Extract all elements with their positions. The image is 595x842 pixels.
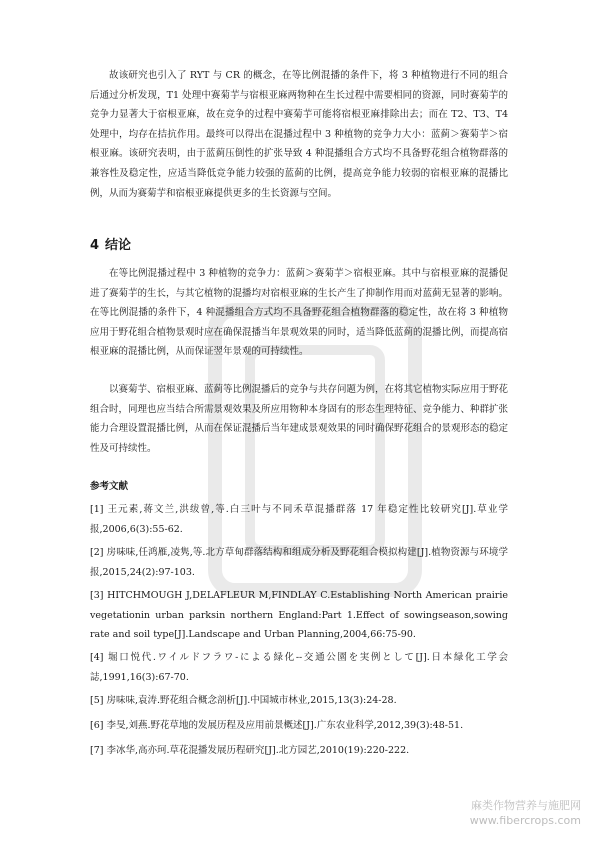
reference-item: [6] 李旻,刘燕.野花草地的发展历程及应用前景概述[J].广东农业科学,2012,39(3):48-51. [90,720,464,731]
reference-item: [7] 李冰华,高亦珂.草花混播发展历程研究[J].北方园艺,2010(19):220-222. [90,745,410,756]
section-number: 4 [90,238,100,253]
reference-item: [3] HITCHMOUGH J,DELAFLEUR M,FINDLAY C.Establishing North American prairie vegetationin urban parksin northern England:Part 1.Effect of sowingseason,sowing rate and soil type[J].Landscape and Urban Planning,2004,66:75-90. [90,590,508,641]
site-watermark [470,798,581,828]
paragraph-conclusion-1: 在等比例混播过程中 3 种植物的竞争力：蓝蓟＞赛菊芋＞宿根亚麻。其中与宿根亚麻的混播促进了赛菊芋的生长，与其它植物的混播均对宿根亚麻的生长产生了抑制作用而对蓝蓟无显著的影响。在等比例混播的条件下，4 种混播组合方式均不具备野花组合植物群落的稳定性，故在将 3 种植物应用于野花组合植物景观时应在确保混播当年景观效果的同时，适当降低蓝蓟的混播比例，而提高宿根亚麻的混播比例，从而保证翌年景观的可持续性。 [90,268,509,358]
reference-item: [5] 房味味,袁涛.野花组合概念剖析[J].中国城市林业,2015,13(3):24-28. [90,695,397,706]
watermark-site-name: 麻类作物营养与施肥网 [471,799,581,812]
references-heading: 参考文献 [90,481,129,492]
section-title: 结论 [105,238,132,253]
reference-item: [1] 王元素,蒋文兰,洪绂曾,等.白三叶与不同禾草混播群落 17 年稳定性比较研究[J].草业学报,2006,6(3):55-62. [90,504,508,535]
reference-item: [2] 房味味,任鸿雁,凌隽,等.北方草甸群落结构和组成分析及野花组合模拟构建[J].植物资源与环境学报,2015,24(2):97-103. [90,547,508,578]
section-heading [90,234,131,253]
paragraph-discussion: 故该研究也引入了 RYT 与 CR 的概念，在等比例混播的条件下，将 3 种植物进行不同的组合后通过分析发现，T1 处理中赛菊芋与宿根亚麻两物种在生长过程中需要相同的资源，同时赛菊芋的竞争力显著大于宿根亚麻，故在竞争的过程中赛菊芋可能将宿根亚麻排除出去；而在 T2、T3、T4 处理中，均存在拮抗作用。最终可以得出在混播过程中 3 种植物的竞争力大小：蓝蓟＞赛菊芋＞宿根亚麻。该研究表明，由于蓝蓟压倒性的扩张导致 4 种混播组合方式均不具备野花组合植物群落的兼容性及稳定性，应适当降低竞争能力较强的蓝蓟的比例，提高竞争能力较弱的宿根亚麻的混播比例，从而为赛菊芋和宿根亚麻提供更多的生长资源与空间。 [90,70,508,199]
watermark-url: www.fibercrops.com [469,814,581,827]
paragraph-conclusion-2: 以赛菊芋、宿根亚麻、蓝蓟等比例混播后的竞争与共存问题为例，在将其它植物实际应用于野花组合时，同理也应当结合所需景观效果及所应用物种本身固有的形态生理特征、竞争能力、种群扩张能力合理设置混播比例，从而在保证混播后当年建成景观效果的同时确保野花组合的景观形态的稳定性及可持续性。 [90,384,509,454]
reference-item: [4] 堀口悦代.ワイルドフラワ-による緑化--交通公園を実例として[J].日本緑化工学会誌,1991,16(3):67-70. [90,652,508,683]
